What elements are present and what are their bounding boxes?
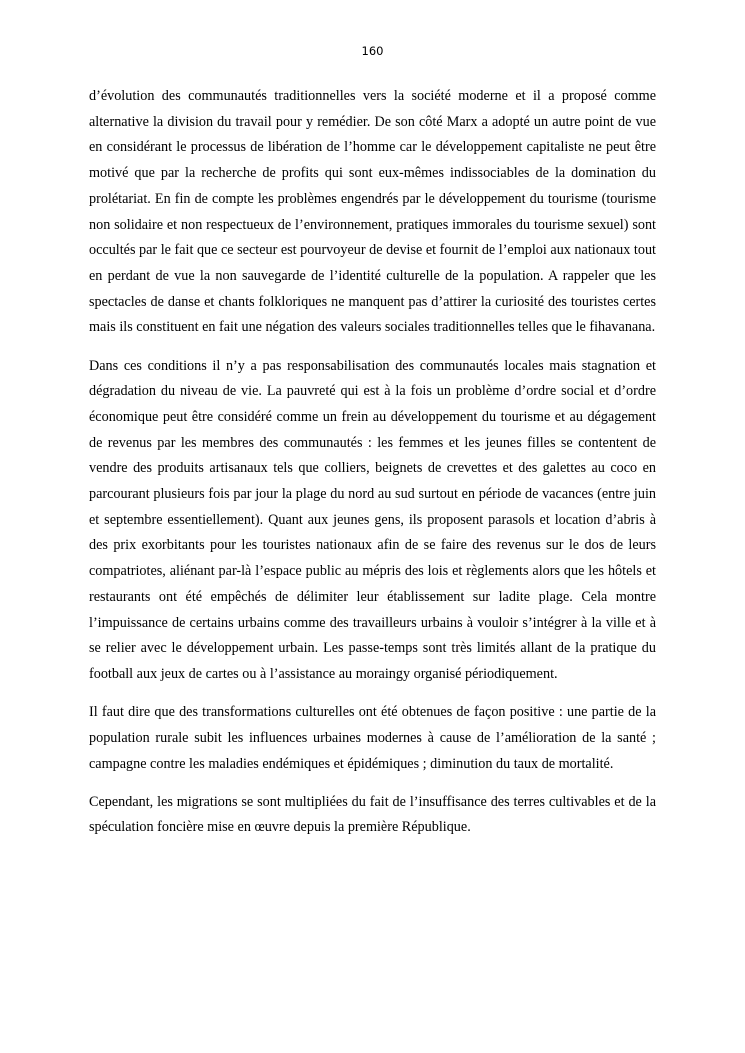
paragraph-3: Il faut dire que des transformations culturelles ont été obtenues de façon positive : une partie de la population rurale subit les influences urbaines modernes à cause de l’amélioration de la santé ; campagne contre les maladies endémiques et épidémiques ; diminution du taux de mortalité. [89,704,656,772]
paragraph-1: d’évolution des communautés traditionnelles vers la société moderne et il a proposé comme alternative la division du travail pour y remédier. De son côté Marx a adopté un autre point de vue en considérant le processus de libération de l’homme car le développement capitaliste ne peut être motivé que par la recherche de profits qui sont eux-mêmes indissociables de la domination du prolétariat. En fin de compte les problèmes engendrés par le développement du tourisme (tourisme non solidaire et non respectueux de l’environnement, pratiques immorales du tourisme sexuel) sont occultés par le fait que ce secteur est pourvoyeur de devise et fournit de l’emploi aux nationaux tout en perdant de vue la non sauvegarde de l’identité culturelle de la population. A rappeler que les spectacles de danse et chants folkloriques ne manquent pas d’attirer la curiosité des touristes certes mais ils constituent en fait une négation des valeurs sociales traditionnelles telles que le fihavanana. [89,88,656,336]
paragraph-4: Cependant, les migrations se sont multipliées du fait de l’insuffisance des terres cultivables et de la spéculation foncière mise en œuvre depuis la première République. [89,793,656,836]
page-number: 160 [361,44,384,58]
paragraph-2: Dans ces conditions il n’y a pas responsabilisation des communautés locales mais stagnation et dégradation du niveau de vie. La pauvreté qui est à la fois un problème d’ordre social et d’ordre économique peut être considéré comme un frein au développement du tourisme et au dégagement de revenus par les membres des communautés : les femmes et les jeunes filles se contentent de vendre des produits artisanaux tels que colliers, beignets de crevettes et des galettes au coco en parcourant plusieurs fois par jour la plage du nord au sud surtout en période de vacances (entre juin et septembre essentiellement). Quant aux jeunes gens, ils proposent parasols et location d’abris à des prix exorbitants pour les touristes nationaux afin de se faire des revenus sur le dos de leurs compatriotes, aliénant par-là l’espace public au mépris des lois et règlements alors que les hôtels et restaurants ont été empêchés de délimiter leur établissement sur ladite plage. Cela montre l’impuissance de certains urbains comme des travailleurs urbains à vouloir s’intégrer à la ville et à se relier avec le développement urbain. Les passe-temps sont très limités allant de la pratique du football aux jeux de cartes ou à l’assistance au moraingy organisé périodiquement. [89,357,656,682]
body-text [89,84,656,854]
